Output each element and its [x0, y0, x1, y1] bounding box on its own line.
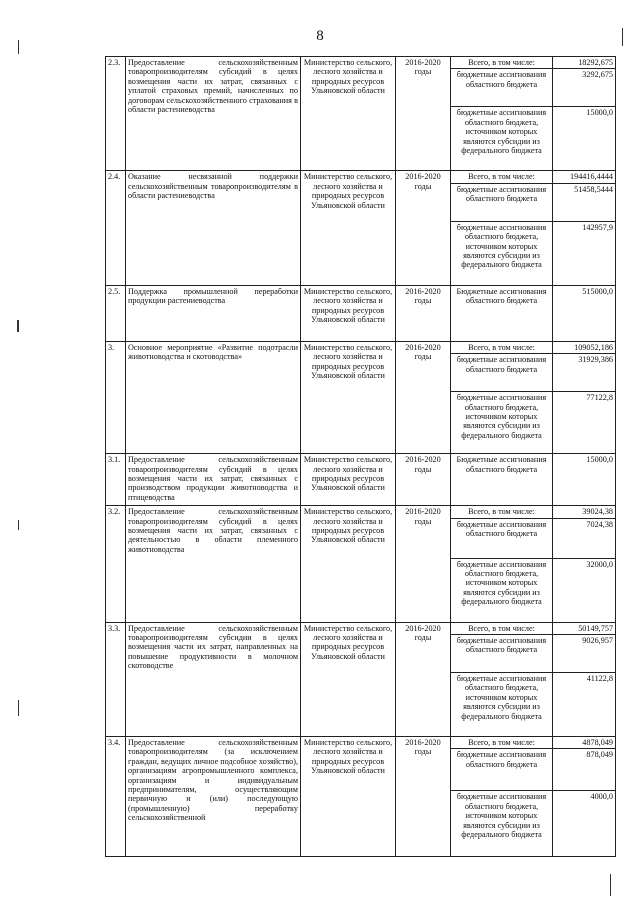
funding-amount: 31929,386 — [553, 354, 616, 392]
scan-margin-mark — [18, 40, 19, 54]
funding-amount: 50149,757 — [553, 622, 616, 634]
scan-margin-mark — [18, 700, 19, 716]
funding-source: бюджетные ассигнования областного бюджета, источником которых являются субсидии из федерального бюджета — [451, 558, 553, 622]
table-row — [106, 171, 616, 183]
funding-amount: 51458,5444 — [553, 183, 616, 221]
funding-source: бюджетные ассигнования областного бюджета, источником которых являются субсидии из федерального бюджета — [451, 221, 553, 285]
funding-source: Всего, в том числе: — [451, 341, 553, 353]
executor: Министерство сельского, лесного хозяйства и природных ресурсов Ульяновской области — [301, 737, 396, 857]
funding-amount: 878,049 — [553, 749, 616, 791]
table-body — [106, 57, 616, 857]
table-row — [106, 57, 616, 69]
funding-source: бюджетные ассигнования областного бюджета, источником которых являются субсидии из федерального бюджета — [451, 392, 553, 454]
executor: Министерство сельского, лесного хозяйства и природных ресурсов Ульяновской области — [301, 454, 396, 506]
funding-source: бюджетные ассигнования областного бюджета, источником которых являются субсидии из федерального бюджета — [451, 791, 553, 857]
executor: Министерство сельского, лесного хозяйства и природных ресурсов Ульяновской области — [301, 57, 396, 171]
funding-source: Бюджетные ассигнования областного бюджета — [451, 454, 553, 506]
funding-amount: 32000,0 — [553, 558, 616, 622]
table-row — [106, 622, 616, 634]
executor: Министерство сельского, лесного хозяйства и природных ресурсов Ульяновской области — [301, 171, 396, 285]
implementation-period: 2016-2020 годы — [396, 622, 451, 736]
item-number: 3.1. — [106, 454, 126, 506]
funding-source: бюджетные ассигнования областного бюджета, источником которых являются субсидии из федерального бюджета — [451, 107, 553, 171]
executor: Министерство сельского, лесного хозяйства и природных ресурсов Ульяновской области — [301, 341, 396, 453]
funding-source: бюджетные ассигнования областного бюджета — [451, 183, 553, 221]
scan-margin-mark — [17, 320, 19, 332]
measure-name: Основное мероприятие «Развитие подотрасли животноводства и скотоводства» — [126, 341, 301, 453]
item-number: 2.5. — [106, 285, 126, 341]
page-number: 8 — [316, 28, 324, 44]
measure-name: Предоставление сельскохозяйственным товаропроизводителям субсидий в целях возмещения части их затрат, связанных с деятельностью в области племенного животноводства — [126, 506, 301, 622]
funding-source: бюджетные ассигнования областного бюджета — [451, 635, 553, 673]
implementation-period: 2016-2020 годы — [396, 454, 451, 506]
funding-amount: 4000,0 — [553, 791, 616, 857]
item-number: 2.3. — [106, 57, 126, 171]
funding-source: бюджетные ассигнования областного бюджета — [451, 69, 553, 107]
funding-amount: 77122,8 — [553, 392, 616, 454]
table-row — [106, 454, 616, 506]
funding-source: Всего, в том числе: — [451, 622, 553, 634]
funding-amount: 109052,186 — [553, 341, 616, 353]
funding-amount: 18292,675 — [553, 57, 616, 69]
measure-name: Предоставление сельскохозяйственным товаропроизводителям субсидий в целях возмещения части их затрат, связанных с уплатой страховых премий, начисленных по договорам сельскохозяйственного страхования в области растениеводства — [126, 57, 301, 171]
funding-amount: 142957,9 — [553, 221, 616, 285]
funding-amount: 194416,4444 — [553, 171, 616, 183]
item-number: 2.4. — [106, 171, 126, 285]
executor: Министерство сельского, лесного хозяйства и природных ресурсов Ульяновской области — [301, 622, 396, 736]
measure-name: Предоставление сельскохозяйственным товаропроизводителям (за исключением граждан, ведущих личное подсобное хозяйство), организациям агропромышленного комплекса, организациям и индивидуальным предпринимателям, осуществляющим первичную и (или) последующую (промышленную) переработку сельскохозяйственной — [126, 737, 301, 857]
table-row — [106, 737, 616, 749]
funding-source: Всего, в том числе: — [451, 737, 553, 749]
funding-amount: 3292,675 — [553, 69, 616, 107]
funding-source: бюджетные ассигнования областного бюджета — [451, 518, 553, 558]
measure-name: Предоставление сельскохозяйственным товаропроизводителям субсидий в целях возмещения части их затрат, связанных с производством продукции животноводства и птицеводства — [126, 454, 301, 506]
table-row — [106, 341, 616, 353]
implementation-period: 2016-2020 годы — [396, 57, 451, 171]
scan-margin-mark — [622, 28, 623, 46]
implementation-period: 2016-2020 годы — [396, 171, 451, 285]
funding-source: бюджетные ассигнования областного бюджета — [451, 354, 553, 392]
budget-table — [105, 56, 616, 857]
table-row — [106, 506, 616, 518]
funding-amount: 15000,0 — [553, 454, 616, 506]
funding-source: бюджетные ассигнования областного бюджета — [451, 749, 553, 791]
funding-amount: 4878,049 — [553, 737, 616, 749]
implementation-period: 2016-2020 годы — [396, 341, 451, 453]
item-number: 3.2. — [106, 506, 126, 622]
implementation-period: 2016-2020 годы — [396, 285, 451, 341]
table-row — [106, 285, 616, 341]
implementation-period: 2016-2020 годы — [396, 737, 451, 857]
scan-margin-mark — [610, 874, 611, 896]
funding-amount: 15000,0 — [553, 107, 616, 171]
funding-amount: 9026,957 — [553, 635, 616, 673]
item-number: 3.3. — [106, 622, 126, 736]
funding-source: Всего, в том числе: — [451, 506, 553, 518]
funding-source: Бюджетные ассигнования областного бюджета — [451, 285, 553, 341]
item-number: 3. — [106, 341, 126, 453]
measure-name: Предоставление сельскохозяйственным товаропроизводителям субсидии в целях возмещения части их затрат, направленных на повышение продуктивности в молочном скотоводстве — [126, 622, 301, 736]
funding-amount: 39024,38 — [553, 506, 616, 518]
funding-source: Всего, в том числе: — [451, 57, 553, 69]
executor: Министерство сельского, лесного хозяйства и природных ресурсов Ульяновской области — [301, 506, 396, 622]
funding-source: Всего, в том числе: — [451, 171, 553, 183]
measure-name: Поддержка промышленной переработки продукции растениеводства — [126, 285, 301, 341]
funding-amount: 7024,38 — [553, 518, 616, 558]
funding-amount: 515000,0 — [553, 285, 616, 341]
scan-margin-mark — [18, 520, 19, 530]
item-number: 3.4. — [106, 737, 126, 857]
implementation-period: 2016-2020 годы — [396, 506, 451, 622]
funding-amount: 41122,8 — [553, 673, 616, 737]
measure-name: Оказание несвязанной поддержки сельскохозяйственным товаропроизводителям в области растениеводства — [126, 171, 301, 285]
funding-source: бюджетные ассигнования областного бюджета, источником которых являются субсидии из федерального бюджета — [451, 673, 553, 737]
executor: Министерство сельского, лесного хозяйства и природных ресурсов Ульяновской области — [301, 285, 396, 341]
